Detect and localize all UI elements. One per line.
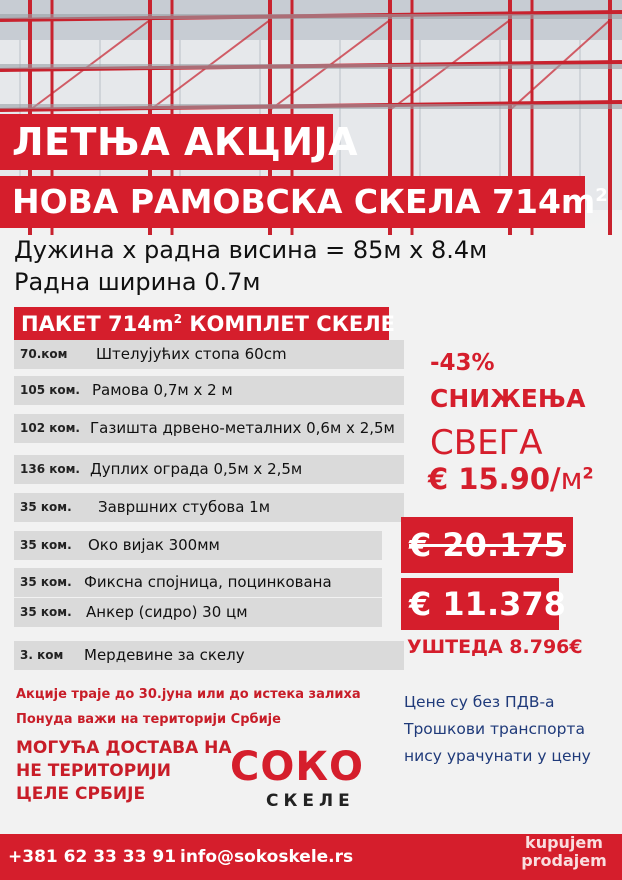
company-logo: [230, 745, 396, 821]
promo-duration-note: Акције траје до 30.јуна или до истека залиха: [16, 687, 361, 702]
scaffold-plank: [0, 104, 622, 109]
list-item: 136 ком. Дуплих ограда 0,5м x 2,5м: [14, 455, 404, 484]
logo-name: СОКО: [230, 744, 365, 790]
promo-subtitle-banner: [0, 176, 608, 228]
package-title-banner: [14, 307, 395, 341]
watermark-logo: kupujem prodajem: [521, 833, 607, 870]
promo-subtitle: НОВА РАМОВСКА СКЕЛА 714m: [12, 182, 596, 221]
delivery-line-1: МОГУЋА ДОСТАВА НА: [16, 738, 232, 758]
old-price: € 20.175: [409, 526, 566, 564]
scaffold-plank: [0, 14, 622, 19]
list-item: 35 ком. Фиксна спојница, поцинкована: [14, 568, 382, 597]
delivery-line-3: ЦЕЛЕ СРБИЈЕ: [16, 784, 146, 804]
new-price-box: [401, 578, 566, 630]
transport-note-2: нису урачунати у цену: [404, 747, 591, 765]
price-per-m2: € $15.90/м^2$: [428, 462, 594, 496]
list-item: 70.ком Штелујућих стопа 60cm: [14, 340, 404, 369]
email-link[interactable]: info@sokoskele.rs: [180, 847, 354, 867]
transport-note-1: Трошкови транспорта: [404, 720, 585, 738]
delivery-line-2: НЕ ТЕРИТОРИЈИ: [16, 761, 171, 781]
package-title: ПАКЕТ 714m: [21, 312, 174, 336]
phone-link[interactable]: +381 62 33 33 91: [8, 847, 177, 867]
vat-note: Цене су без ПДВ-а: [404, 693, 555, 711]
promo-title: ЛЕТЊА АКЦИЈА: [12, 120, 359, 164]
list-item: 3. ком Мердевине за скелу: [14, 641, 404, 670]
scaffold-plank: [0, 64, 622, 69]
logo-sub: СКЕЛЕ: [266, 791, 355, 811]
promo-subtitle-sup: 2: [595, 185, 608, 206]
total-label: СВЕГА: [430, 423, 543, 463]
list-item: 35 ком. Око вијак 300мм: [14, 531, 382, 560]
package-title-suffix: КОМПЛЕТ СКЕЛЕ: [182, 312, 395, 336]
package-title-sup: 2: [173, 312, 183, 326]
promo-title-banner: [0, 114, 359, 170]
list-item: 35 ком. Завршних стубова 1м: [14, 493, 404, 522]
list-item: 102 ком. Газишта дрвено-металних 0,6м x 2,5м: [14, 414, 404, 443]
list-item: 105 ком. Рамова 0,7м x 2 м: [14, 376, 404, 405]
spec-dimensions: Дужина x радна висина = 85м x 8.4м: [14, 236, 488, 264]
discount-percent: -43%: [430, 350, 495, 376]
savings: УШТЕДА 8.796€: [407, 636, 583, 658]
new-price: € 11.378: [409, 585, 566, 623]
spec-width: Радна ширина 0.7м: [14, 268, 261, 296]
old-price-box: [401, 517, 573, 573]
territory-note: Понуда важи на територији Србије: [16, 712, 281, 727]
list-item: 35 ком. Анкер (сидро) 30 цм: [14, 598, 382, 627]
discount-label: СНИЖЕЊА: [430, 384, 586, 413]
